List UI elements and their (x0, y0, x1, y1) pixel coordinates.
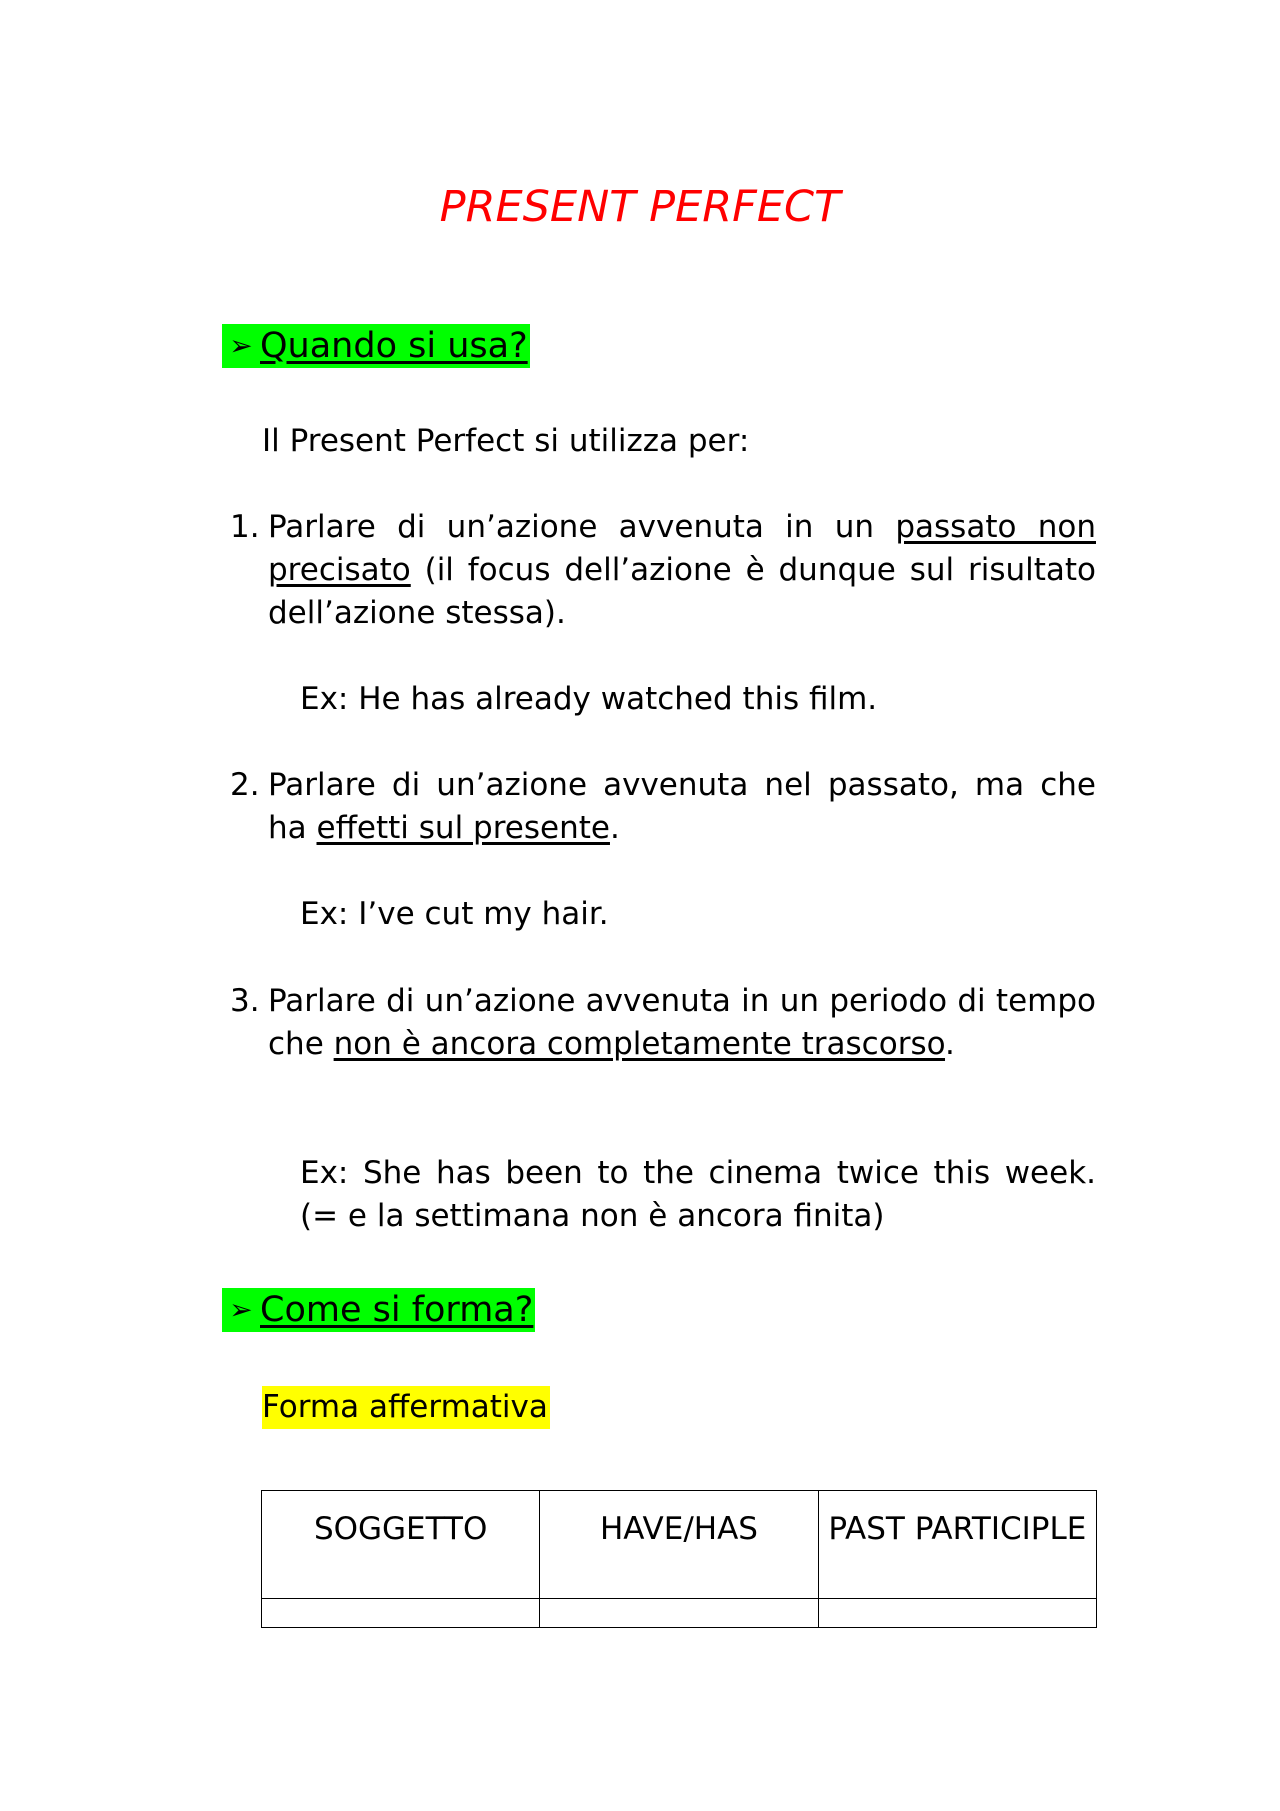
item-text: Parlare di un’azione avvenuta nel passato, ma che ha (268, 767, 1096, 846)
item-underlined-text: non è ancora completamente trascorso (333, 1026, 946, 1062)
item-underlined-text: passato non precisato (268, 509, 1096, 588)
item-text: (il focus dell’azione è dunque sul risultato dell’azione stessa). (268, 552, 1096, 631)
example-3: Ex: She has been to the cinema twice this week. (= e la settimana non è ancora finita) (300, 1155, 1096, 1234)
list-item-body (268, 764, 1096, 850)
item-text: Parlare di un’azione avvenuta in un (268, 509, 896, 545)
list-item-body (268, 506, 1096, 635)
arrow-bullet-icon: ➢ (229, 1293, 253, 1326)
list-item-1 (222, 506, 1096, 635)
item-text: . (945, 1026, 955, 1062)
list-number: 2. (230, 767, 260, 803)
intro-text: Il Present Perfect si utilizza per: (262, 423, 750, 459)
item-text: Parlare di un’azione avvenuta in un periodo di tempo che (268, 983, 1096, 1062)
table-header-cell: SOGGETTO (262, 1491, 540, 1599)
example-1: Ex: He has already watched this film. (300, 681, 878, 717)
item-text: . (609, 810, 620, 846)
list-item-body (268, 980, 1096, 1066)
table-cell (540, 1599, 818, 1628)
structure-table (261, 1490, 1097, 1628)
page-title: PRESENT PERFECT (439, 182, 841, 232)
list-number: 3. (230, 983, 260, 1019)
table-header-row (262, 1491, 1097, 1599)
table-row (262, 1599, 1097, 1628)
section-heading-usage (222, 324, 530, 368)
list-item-3 (222, 980, 1096, 1066)
list-item-2 (222, 764, 1096, 850)
arrow-bullet-icon: ➢ (229, 329, 253, 362)
item-underlined-text: effetti sul presente (316, 810, 610, 846)
table-header-cell: HAVE/HAS (540, 1491, 818, 1599)
example-2: Ex: I’ve cut my hair. (300, 896, 609, 932)
table-header-cell: PAST PARTICIPLE (818, 1491, 1096, 1599)
list-number: 1. (230, 509, 260, 545)
heading-text: Come si forma? (260, 1290, 534, 1330)
subheading-affirmative: Forma affermativa (262, 1386, 550, 1429)
table-cell (262, 1599, 540, 1628)
heading-text: Quando si usa? (260, 326, 528, 366)
table-cell (818, 1599, 1096, 1628)
section-heading-formation (222, 1288, 535, 1332)
